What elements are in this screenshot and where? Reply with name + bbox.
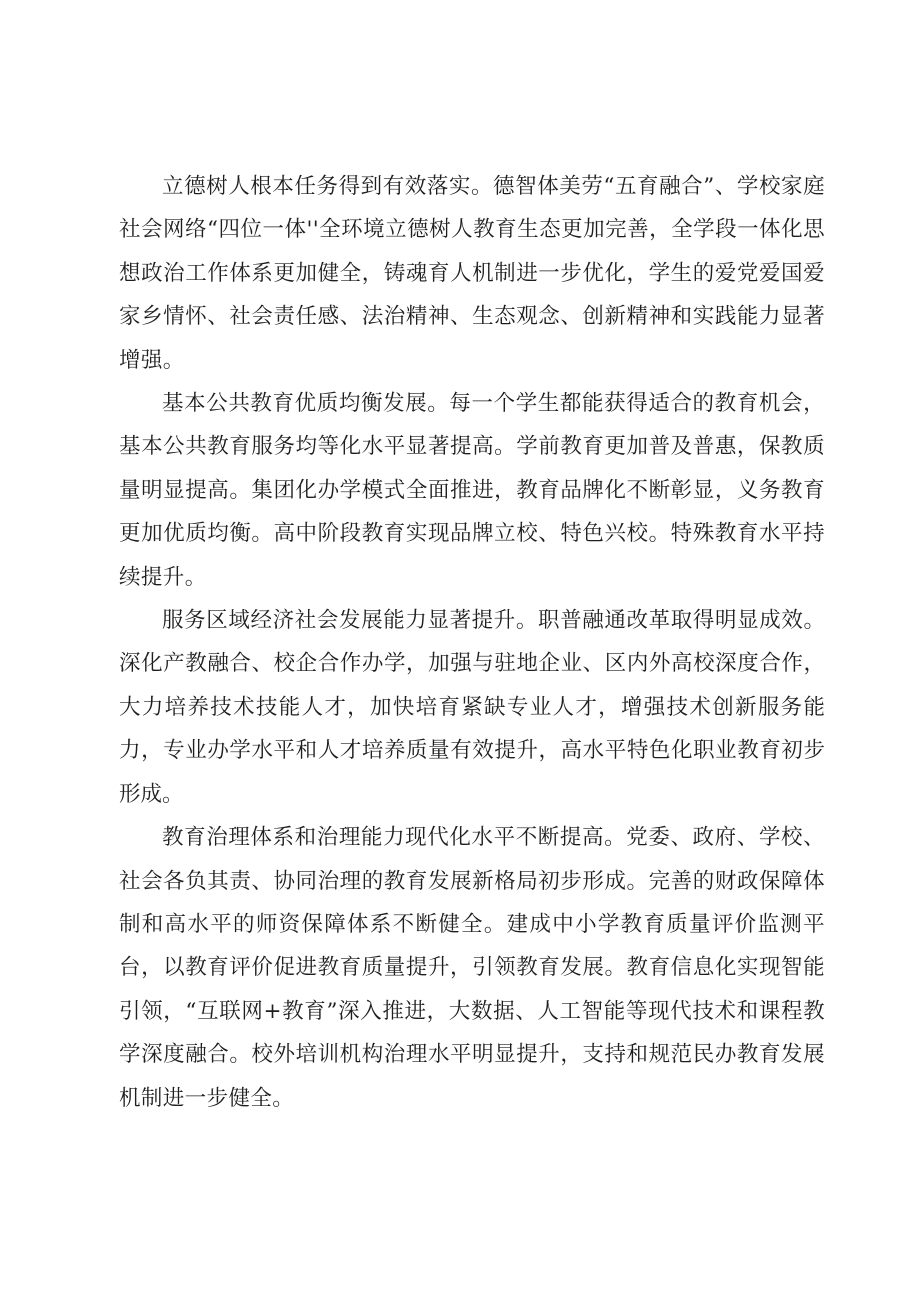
paragraph-moral-education: 立德树人根本任务得到有效落实。德智体美劳“五育融合”、学校家庭社会网络“四位一体''全环境立德树人教育生态更加完善，全学段一体化思想政治工作体系更加健全，铸魂育人机制进一步优化，学生的爱党爱国爱家乡情怀、社会责任感、法治精神、生态观念、创新精神和实践能力显著增强。 [119,174,825,373]
document-body [119,165,825,1120]
paragraph-education-governance: 教育治理体系和治理能力现代化水平不断提高。党委、政府、学校、社会各负其责、协同治理的教育发展新格局初步形成。完善的财政保障体制和高水平的师资保障体系不断健全。建成中小学教育质量评价监测平台，以教育评价促进教育质量提升，引领教育发展。教育信息化实现智能引领，“互联网+教育”深入推进，大数据、人工智能等现代技术和课程教学深度融合。校外培训机构治理水平明显提升，支持和规范民办教育发展机制进一步健全。 [119,825,825,1111]
paragraph-basic-public-education: 基本公共教育优质均衡发展。每一个学生都能获得适合的教育机会，基本公共教育服务均等化水平显著提高。学前教育更加普及普惠，保教质量明显提高。集团化办学模式全面推进，教育品牌化不断彰显，义务教育更加优质均衡。高中阶段教育实现品牌立校、特色兴校。特殊教育水平持续提升。 [119,391,825,590]
paragraph-regional-service: 服务区域经济社会发展能力显著提升。职普融通改革取得明显成效。深化产教融合、校企合作办学，加强与驻地企业、区内外高校深度合作，大力培养技术技能人才，加快培育紧缺专业人才，增强技术创新服务能力，专业办学水平和人才培养质量有效提升，高水平特色化职业教育初步形成。 [119,608,825,807]
